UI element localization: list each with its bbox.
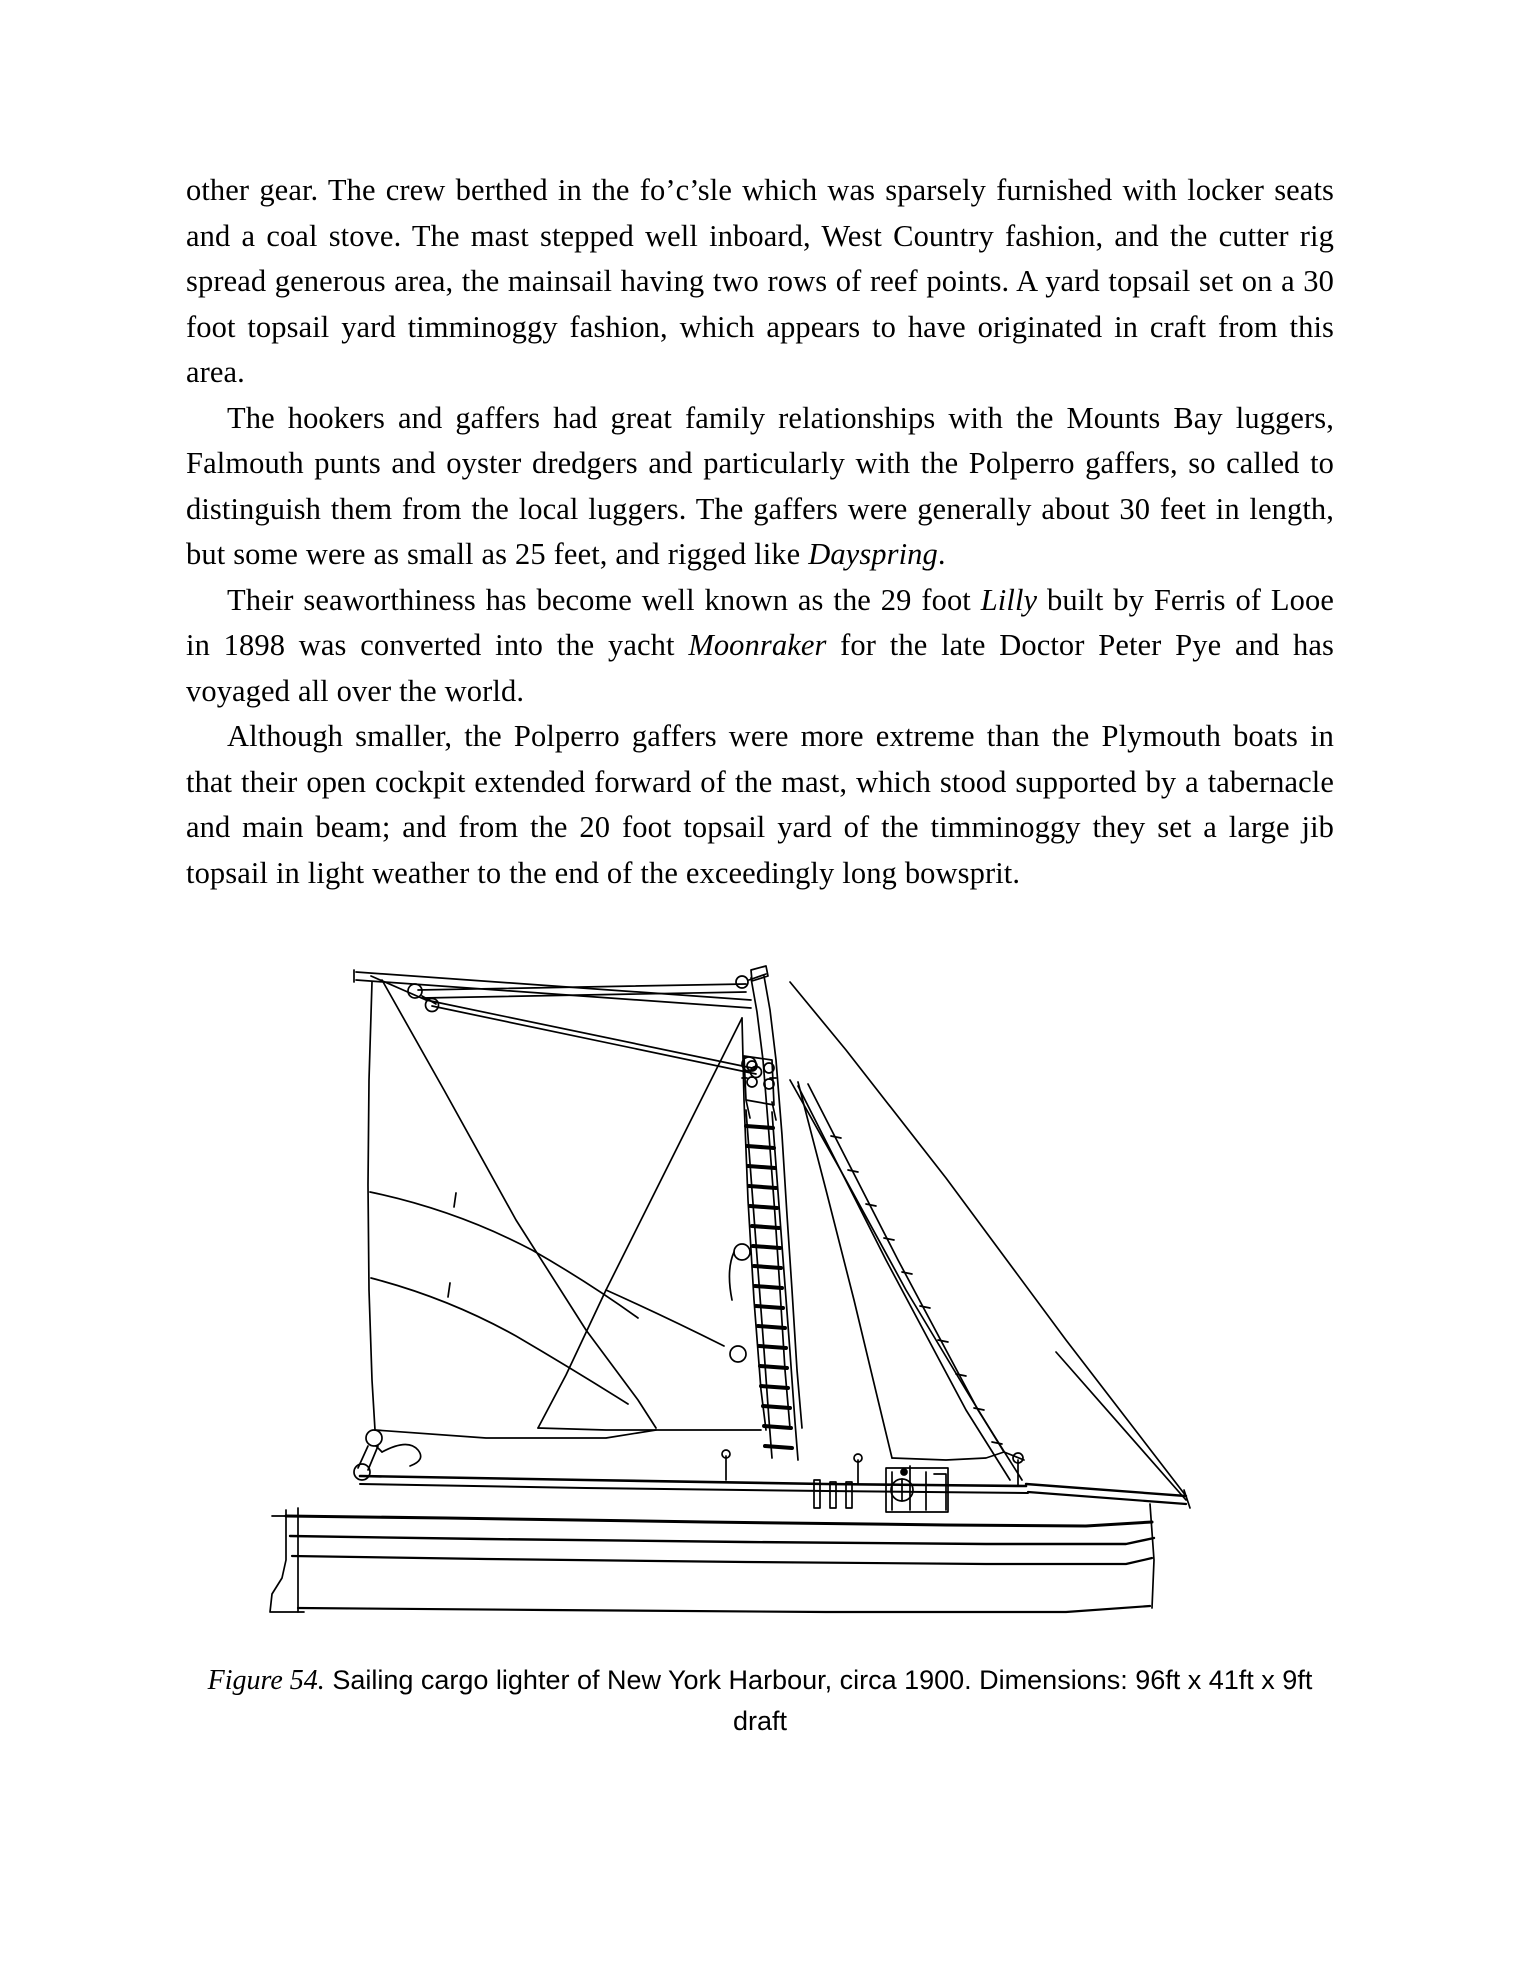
figure-number: Figure 54.: [207, 1665, 325, 1696]
text-run: built by Ferris of Looe in 1898 was converted into the yacht: [186, 582, 1334, 662]
text-run: The hookers and gaffers had great family relationships with the Mounts Bay luggers, Falmouth punts and oyster dredgers and particularly with the Polperro gaffers, so called to distinguish them from the local luggers. The gaffers were generally about 30 feet in length, but some were as small as 25 feet, and rigged like: [186, 400, 1334, 571]
text-run: for the late Doctor Peter Pye and has voyaged all over the world.: [186, 628, 1334, 708]
text-run: Their seaworthiness has become well known as the 29 foot: [227, 582, 981, 617]
figure-caption: [186, 1660, 1334, 1741]
italic-vessel-name: Lilly: [980, 582, 1038, 617]
paragraph-2: [186, 396, 1334, 578]
figure-caption-text: Sailing cargo lighter of New York Harbour, circa 1900. Dimensions: 96ft x 41ft x 9ft draft: [332, 1665, 1313, 1736]
text-run: other gear. The crew berthed in the fo’c’sle which was sparsely furnished with locker seats and a coal stove. The mast stepped well inboard, West Country fashion, and the cutter rig spread generous area, the mainsail having two rows of reef points. A yard topsail set on a 30 foot topsail yard timminoggy fashion, which appears to have originated in craft from this area.: [186, 173, 1334, 389]
text-run: Although smaller, the Polperro gaffers were more extreme than the Plymouth boats in that their open cockpit extended forward of the mast, which stood supported by a tabernacle and main beam; and from the 20 foot topsail yard of the timminoggy they set a large jib topsail in light weather to the end of the exceedingly long bowsprit.: [186, 719, 1334, 890]
figure-54: [186, 960, 1334, 1741]
text-run: .: [937, 537, 946, 571]
italic-vessel-name: Moonraker: [688, 628, 827, 662]
body-text-column: [186, 168, 1334, 896]
paragraph-1: [186, 168, 1334, 396]
paragraph-3: [186, 578, 1334, 715]
sailing-lighter-line-drawing: [186, 960, 1334, 1650]
paragraph-4: [186, 714, 1334, 896]
italic-vessel-name: Dayspring: [808, 537, 938, 571]
body-text: [186, 168, 1334, 896]
